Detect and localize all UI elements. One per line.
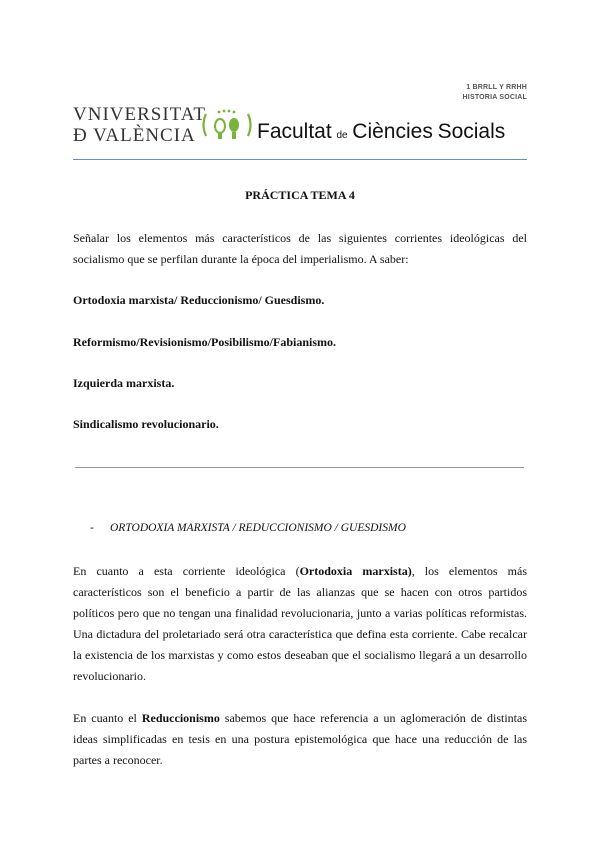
faculty-name bbox=[257, 120, 505, 144]
list-item: Izquierda marxista. bbox=[73, 376, 175, 390]
course-header bbox=[463, 83, 527, 103]
section-dash: - bbox=[90, 522, 94, 534]
p1-rest: , los elementos más característicos son el beneficio a partir de las alianzas que se hacen con otros partidos políticos pero que no tengan una finalidad revolucionaria, junto a varias políticas reformistas. Una dictadura del proletariado será otra característica que defina esta corriente. Cabe recalcar la existencia de los marxistas y como estos deseaban que el socialismo llegará a un desarrollo revolucionario. bbox=[73, 564, 528, 683]
faculty-word-2: Ciències bbox=[352, 120, 433, 143]
faculty-word-3: Socials bbox=[437, 120, 506, 143]
section-heading bbox=[90, 522, 406, 534]
faculty-de: de bbox=[336, 130, 348, 141]
p2-bold: Reduccionismo bbox=[141, 711, 220, 725]
header-divider bbox=[73, 159, 527, 160]
paragraph-ortodoxia bbox=[73, 561, 527, 687]
university-line-1: VNIVERSITAT bbox=[73, 104, 206, 125]
section-divider bbox=[75, 467, 524, 468]
university-logo-text bbox=[73, 104, 206, 146]
course-line: 1 BRRLL Y RRHH bbox=[466, 84, 527, 91]
subject-line: HISTORIA SOCIAL bbox=[462, 94, 527, 101]
list-item: Reformismo/Revisionismo/Posibilismo/Fabianismo. bbox=[73, 335, 337, 349]
section-heading-text: ORTODOXIA MARXISTA / REDUCCIONISMO / GUESDISMO bbox=[110, 522, 406, 534]
p2-prefix: En cuanto el bbox=[73, 711, 142, 725]
intro-paragraph: Señalar los elementos más característicos de las siguientes corrientes ideológicas del socialismo que se perfilan durante la época del imperialismo. A saber: bbox=[73, 231, 527, 266]
p1-prefix: En cuanto a esta corriente ideológica ( bbox=[73, 564, 300, 578]
university-line-2: Ð VALÈNCIA bbox=[73, 125, 196, 146]
faculty-word-1: Facultat bbox=[257, 120, 332, 143]
p1-bold: Ortodoxia marxista) bbox=[299, 564, 412, 578]
paragraph-reduccionismo bbox=[73, 708, 527, 771]
page-title: PRÁCTICA TEMA 4 bbox=[245, 188, 355, 202]
faculty-logo-icon bbox=[200, 108, 254, 142]
list-item: Sindicalismo revolucionario. bbox=[73, 417, 219, 431]
list-item: Ortodoxia marxista/ Reduccionismo/ Guesdismo. bbox=[73, 293, 325, 307]
p2-rest: sabemos que hace referencia a un aglomeración de distintas ideas simplificadas en tesis en una postura epistemológica que hace una reducción de las partes a reconocer. bbox=[73, 711, 527, 767]
